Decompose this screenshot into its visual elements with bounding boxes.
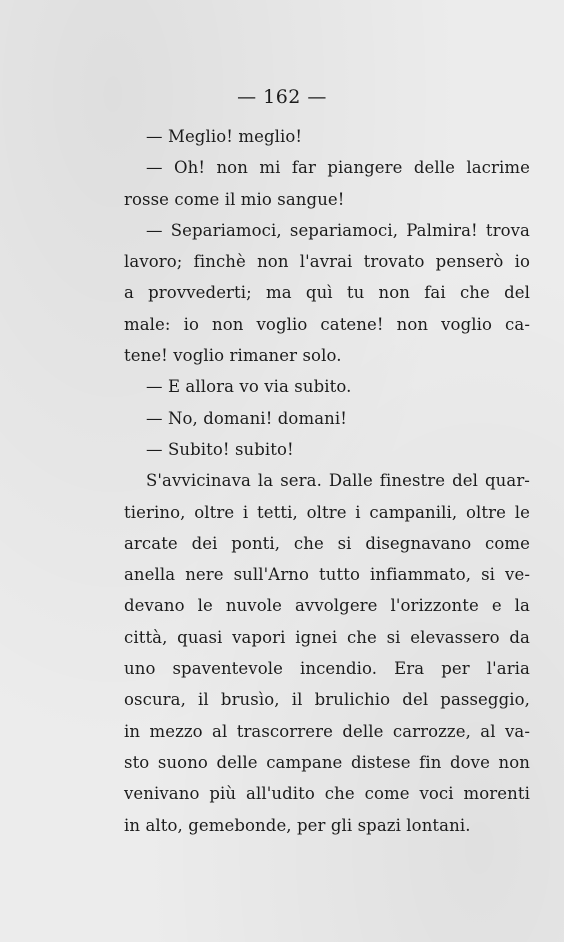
text-line: — Subito! subito! [146,439,294,459]
text-line: — No, domani! domani! [146,408,347,428]
text-line: anella nere sull'Arno tutto infiammato, si ve- [124,565,530,585]
text-line: uno spaventevole incendio. Era per l'aria [124,659,530,679]
text-line: male: io non voglio catene! non voglio ca- [124,314,530,334]
text-line: sto suono delle campane distese fin dove non [124,752,530,772]
text-line: città, quasi vapori ignei che si elevassero da [124,627,530,647]
text-line: arcate dei ponti, che si disegnavano come [124,533,530,553]
text-line: in alto, gemebonde, per gli spazi lontani. [124,815,471,835]
text-line: devano le nuvole avvolgere l'orizzonte e la [124,596,530,616]
text-line: — Oh! non mi far piangere delle lacrime [146,158,530,178]
text-line: oscura, il brusìo, il brulichio del passeggio, [124,690,530,710]
text-line: — E allora vo via subito. [146,377,352,397]
body-text [124,121,530,841]
text-line: — Meglio! meglio! [146,127,303,146]
text-line: tierino, oltre i tetti, oltre i campanili, oltre le [124,502,530,522]
page-number: — 162 — [237,86,327,108]
text-line: lavoro; finchè non l'avrai trovato penserò io [124,252,530,272]
text-line: in mezzo al trascorrere delle carrozze, al va- [124,721,530,741]
text-line: rosse come il mio sangue! [124,189,345,209]
text-line: S'avvicinava la sera. Dalle finestre del quar- [146,471,530,491]
text-line: a provvederti; ma quì tu non fai che del [124,283,530,303]
text-line: venivano più all'udito che come voci morenti [124,784,530,804]
text-line: — Separiamoci, separiamoci, Palmira! trova [146,220,530,240]
text-line: tene! voglio rimaner solo. [124,346,342,366]
